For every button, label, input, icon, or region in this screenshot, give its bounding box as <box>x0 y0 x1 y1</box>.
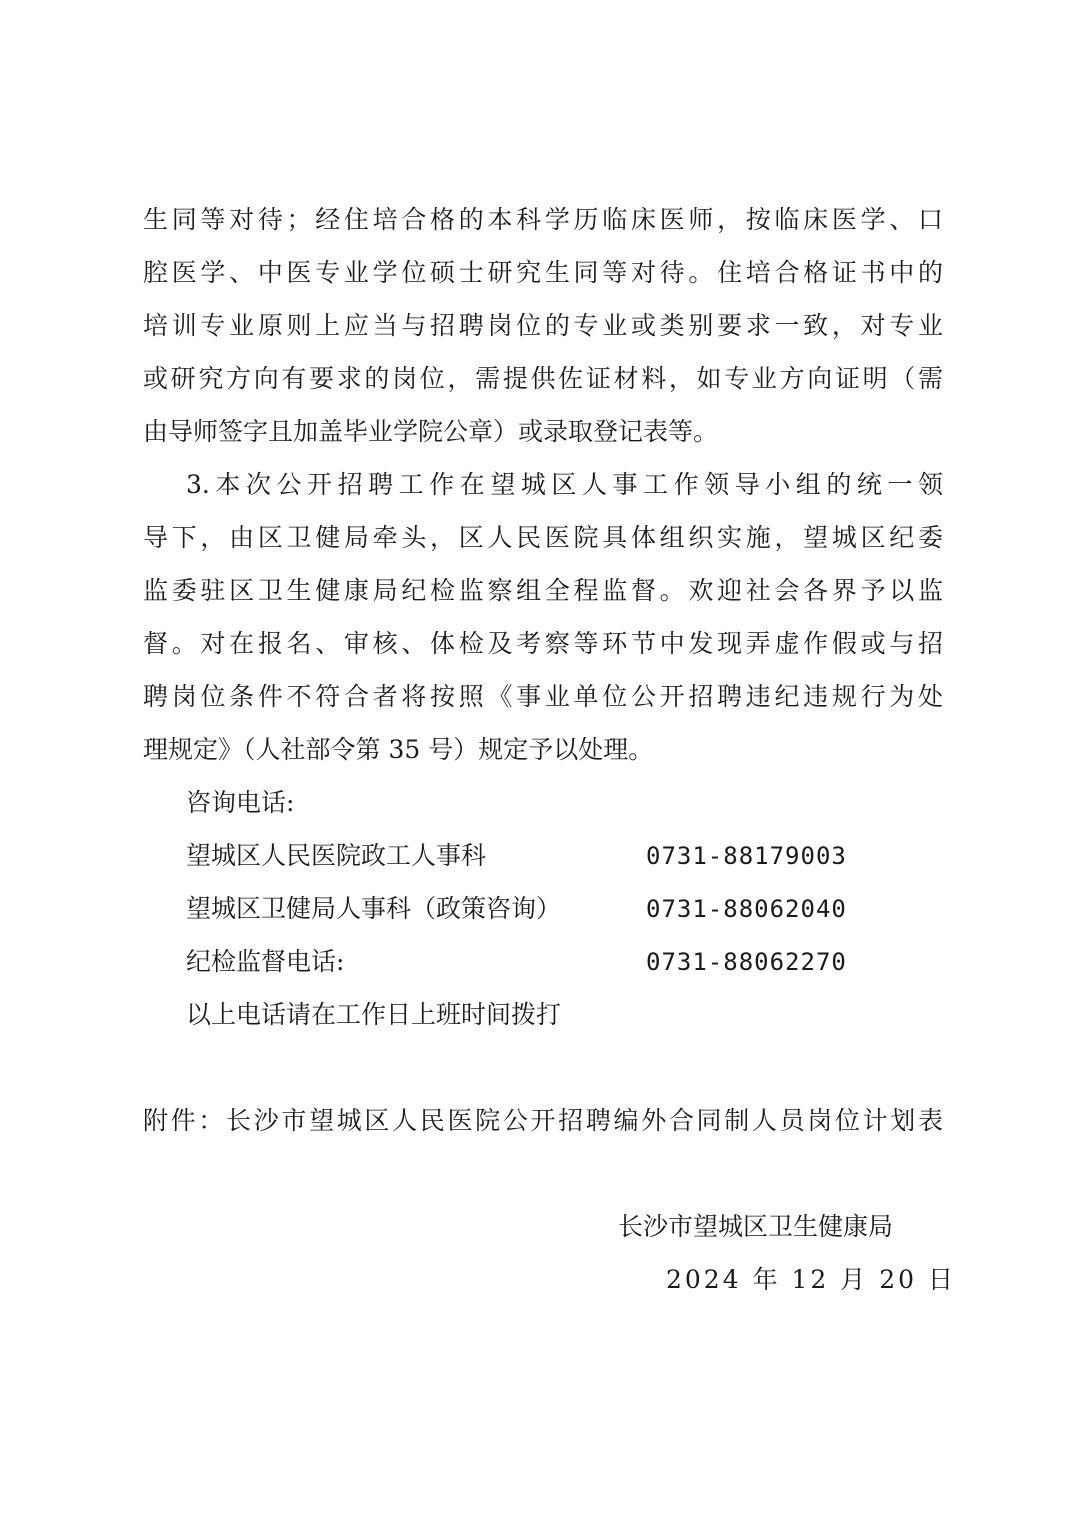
text-line: 导下，由区卫健局牵头，区人民医院具体组织实施，望城区纪委 <box>143 523 943 552</box>
text-line: 腔医学、中医专业学位硕士研究生同等对待。住培合格证书中的 <box>143 258 943 287</box>
text-line: 理规定》（人社部令第 35 号）规定予以处理。 <box>143 735 654 764</box>
contact-label: 望城区卫健局人事科（政策咨询） <box>186 894 562 923</box>
text-line: 监委驻区卫生健康局纪检监察组全程监督。欢迎社会各界予以监 <box>143 576 943 605</box>
text-line: 由导师签字且加盖毕业学院公章）或录取登记表等。 <box>143 417 719 446</box>
signature-org: 长沙市望城区卫生健康局 <box>618 1212 894 1241</box>
contact-phone: 0731-88062040 <box>646 895 847 923</box>
attachment-line: 附件：长沙市望城区人民医院公开招聘编外合同制人员岗位计划表 <box>143 1106 943 1135</box>
contact-phone: 0731-88179003 <box>646 842 847 870</box>
text-line: 培训专业原则上应当与招聘岗位的专业或类别要求一致，对专业 <box>143 311 943 340</box>
contact-phone: 0731-88062270 <box>646 948 847 976</box>
text-line: 聘岗位条件不符合者将按照《事业单位公开招聘违纪违规行为处 <box>143 682 943 711</box>
contact-label: 望城区人民医院政工人事科 <box>186 841 487 870</box>
text-line: 督。对在报名、审核、体检及考察等环节中发现弄虚作假或与招 <box>143 629 943 658</box>
contact-heading-label: 咨询电话: <box>186 788 295 817</box>
text-line: 或研究方向有要求的岗位，需提供佐证材料，如专业方向证明（需 <box>143 364 943 393</box>
text-line: 生同等对待；经住培合格的本科学历临床医师，按临床医学、口 <box>143 205 943 234</box>
contact-note-text: 以上电话请在工作日上班时间拨打 <box>186 1000 562 1029</box>
text-line: 3.本次公开招聘工作在望城区人事工作领导小组的统一领 <box>186 470 943 499</box>
contact-label: 纪检监督电话: <box>186 947 345 976</box>
signature-date: 2024 年 12 月 20 日 <box>666 1265 956 1294</box>
